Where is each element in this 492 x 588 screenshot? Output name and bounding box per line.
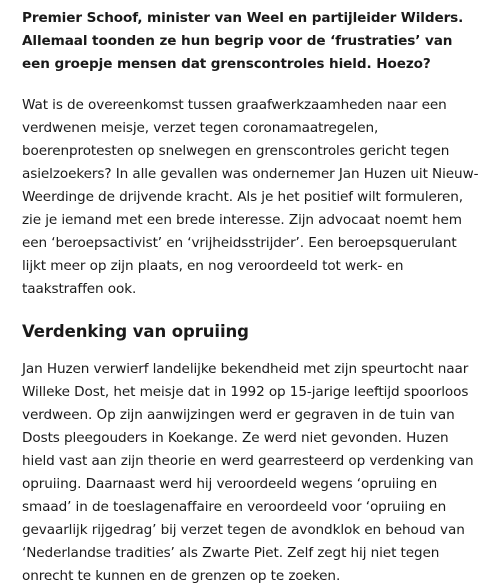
- article-paragraph: Wat is de overeenkomst tussen graafwerkzaamheden naar een verdwenen meisje, verzet tegen coronamaatregelen, boerenprotesten op snelwegen en grenscontroles gericht tegen asielzoekers? In alle gevallen was ondernemer Jan Huzen uit Nieuw-Weerdinge de drijvende kracht. Als je het positief wilt formuleren, zie je iemand met een brede interesse. Zijn advocaat noemt hem een ‘beroepsactivist’ en ‘vrijheidsstrijder’. Een beroepsquerulant lijkt meer op zijn plaats, en nog veroordeeld tot werk- en taakstraffen ook.: [22, 97, 479, 297]
- article-lead: Premier Schoof, minister van Weel en partijleider Wilders. Allemaal toonden ze hun begrip voor de ‘frustraties’ van een groepje mensen dat grenscontroles hield. Hoezo?: [22, 10, 464, 72]
- article-body: [22, 0, 484, 588]
- article-paragraph: Jan Huzen verwierf landelijke bekendheid met zijn speurtocht naar Willeke Dost, het meisje dat in 1992 op 15-jarige leeftijd spoorloos verdween. Op zijn aanwijzingen werd er gegraven in de tuin van Dosts pleegouders in Koekange. Ze werd niet gevonden. Huzen hield vast aan zijn theorie en werd gearresteerd op verdenking van opruiing. Daarnaast werd hij veroordeeld wegens ‘opruiing en smaad’ in de toeslagenaffaire en veroordeeld voor ‘opruiing en gevaarlijk rijgedrag’ bij verzet tegen de avondklok en behoud van ‘Nederlandse tradities’ als Zwarte Piet. Zelf zegt hij niet tegen onrecht te kunnen en de grenzen op te zoeken.: [22, 361, 474, 584]
- section-heading: Verdenking van opruiing: [22, 322, 249, 341]
